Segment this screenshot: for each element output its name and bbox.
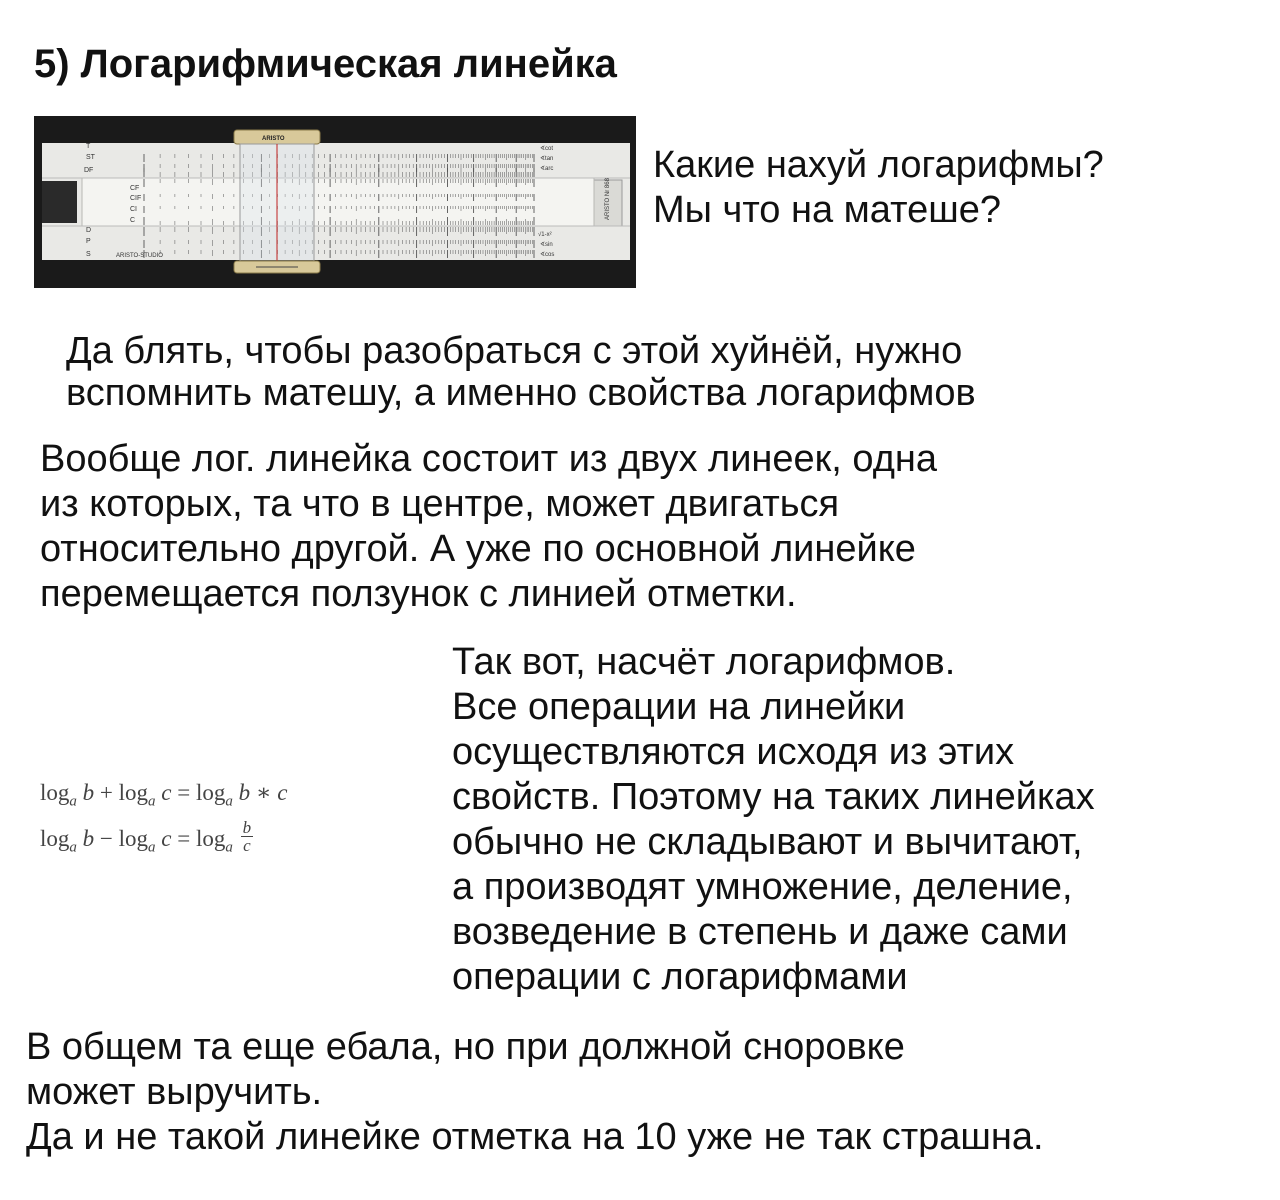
text-line: Так вот, насчёт логарифмов. — [452, 641, 956, 683]
text-line: Все операции на линейки — [452, 686, 906, 728]
text-line: перемещается ползунок с линией отметки. — [40, 573, 797, 615]
scale-label-cif: CIF — [130, 195, 142, 202]
text-line: Да и не такой линейке отметка на 10 уже не так страшна. — [26, 1116, 1044, 1158]
rule-slide — [82, 178, 594, 226]
text-line: В общем та еще ебала, но при должной сноровке — [26, 1026, 905, 1068]
formula-sum: $\log_a b + \log_a c = \log_a b$ ∗ c — [40, 780, 288, 810]
slide-rule-illustration — [34, 116, 636, 288]
rule-cursor — [234, 130, 320, 273]
log-formulas — [40, 770, 440, 862]
question-line-2: Мы что на матеше? — [653, 189, 1001, 231]
scale-label-d: D — [86, 227, 92, 234]
text-line: свойств. Поэтому на таких линейках — [452, 776, 1095, 818]
text-line: относительно другой. А уже по основной линейке — [40, 528, 916, 570]
text-line: вспомнить матешу, а именно свойства логарифмов — [66, 372, 976, 414]
scale-label-s: S — [86, 251, 91, 258]
model-text: ARISTO Nr 868 — [605, 178, 611, 220]
scale-label-tan: ∢tan — [540, 156, 554, 162]
formula-difference: $\log_a b - \log_a c = \log_a$ $\frac{b}{c}$ — [40, 818, 252, 856]
text-line: Вообще лог. линейка состоит из двух линеек, одна — [40, 438, 938, 480]
text-line: осуществляются исходя из этих — [452, 731, 1015, 773]
scale-label-ci: CI — [130, 206, 137, 213]
text-line: из которых, та что в центре, может двигаться — [40, 483, 840, 525]
text-line: Да блять, чтобы разобраться с этой хуйнёй, нужно — [66, 330, 963, 372]
text-line: операции с логарифмами — [452, 956, 908, 998]
rule-end-cutout — [42, 181, 77, 223]
scale-label-cos: ∢cos — [540, 252, 555, 258]
paragraph-properties-intro — [66, 330, 976, 414]
scale-label-arc: ∢arc — [540, 166, 554, 172]
scale-label-p: P — [86, 238, 91, 245]
scale-label-cf: CF — [130, 185, 140, 192]
text-line: обычно не складывают и вычитают, — [452, 821, 1083, 863]
text-line: а производят умножение, деление, — [452, 866, 1073, 908]
fraction-b-over-c: $\frac{b}{c}$ — [242, 818, 252, 856]
page-title: 5) Логарифмическая линейка — [34, 42, 617, 86]
text-line: может выручить. — [26, 1071, 323, 1113]
scale-label-cot: ∢cot — [540, 146, 554, 152]
cursor-brand: ARISTO — [262, 136, 285, 142]
scale-label-sqrt: √1-x² — [538, 232, 552, 238]
scale-label-c: C — [130, 217, 136, 224]
paragraph-log-operations — [452, 640, 1095, 1000]
scale-label-df: DF — [84, 167, 94, 174]
paragraph-conclusion — [26, 1025, 1044, 1160]
paragraph-rule-structure — [40, 437, 937, 617]
scale-label-t: T — [86, 143, 91, 150]
question-line-1: Какие нахуй логарифмы? — [653, 144, 1104, 186]
scale-label-st: ST — [86, 154, 95, 161]
brand-studio-text: ARISTO-STUDIO — [116, 253, 163, 259]
text-line: возведение в степень и даже сами — [452, 911, 1068, 953]
slide-rule-photo — [34, 116, 636, 288]
scale-label-sin: ∢sin — [540, 242, 553, 248]
